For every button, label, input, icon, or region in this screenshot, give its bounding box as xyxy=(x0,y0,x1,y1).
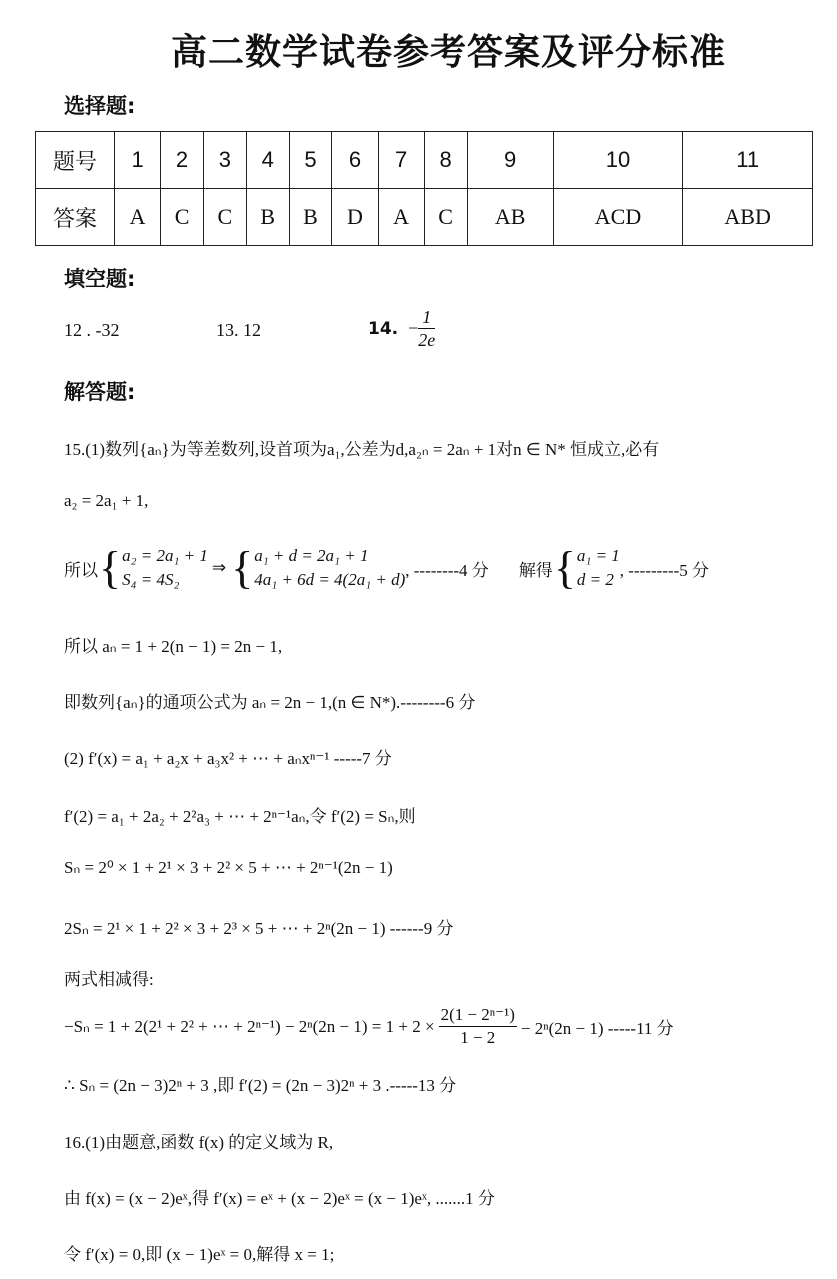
system-equation: d = 2 xyxy=(576,570,614,589)
fill-answer-12: 12 . -32 xyxy=(64,320,120,340)
score-marker: , --------4 分 xyxy=(405,560,489,580)
solution-line: ∴ Sₙ = (2n − 3)2ⁿ + 3 ,即 f′(2) = (2n − 3)2ⁿ + 3 .-----13 分 xyxy=(64,1076,457,1095)
answer-cell: D xyxy=(332,189,378,246)
answer-cell: ACD xyxy=(553,189,683,246)
question-number: 2 xyxy=(161,132,204,189)
left-brace-icon: { xyxy=(231,542,254,593)
solution-line: Sₙ = 2⁰ × 1 + 2¹ × 3 + 2² × 5 + ⋯ + 2ⁿ⁻¹(2n − 1) xyxy=(64,858,393,877)
table-row-numbers xyxy=(36,132,813,189)
answer-cell: A xyxy=(378,189,424,246)
question-number: 7 xyxy=(378,132,424,189)
solution-solve-word: 解得 xyxy=(518,560,553,580)
left-brace-icon: { xyxy=(553,542,576,593)
answer-cell: B xyxy=(246,189,289,246)
equation-left: −Sₙ = 1 + 2(2¹ + 2² + ⋯ + 2ⁿ⁻¹) − 2ⁿ(2n − 1) = 1 + 2 × xyxy=(64,1016,435,1036)
fill-answer-14 xyxy=(368,306,435,351)
answer-cell: AB xyxy=(467,189,553,246)
row-head-number: 题号 xyxy=(36,132,115,189)
solution-system-line xyxy=(64,544,709,592)
solution-prefix: 所以 xyxy=(64,560,98,580)
fill-14-fraction xyxy=(418,306,435,351)
equation-fraction xyxy=(439,1004,517,1049)
solution-line: 令 f′(x) = 0,即 (x − 1)eˣ = 0,解得 x = 1; xyxy=(64,1245,335,1264)
question-number: 10 xyxy=(553,132,683,189)
question-number: 5 xyxy=(289,132,332,189)
question-number: 9 xyxy=(467,132,553,189)
system-equation: a₁ = 1 xyxy=(576,546,620,565)
system-equation: S₄ = 4S₂ xyxy=(122,570,180,589)
section-choice-heading: 选择题: xyxy=(64,94,136,118)
equation-system-2 xyxy=(230,544,405,592)
system-equation: 4a₁ + 6d = 4(2a₁ + d) xyxy=(254,570,406,589)
section-solve-heading: 解答题: xyxy=(64,380,136,404)
section-fill-heading: 填空题: xyxy=(64,267,136,291)
fraction-numerator: 1 xyxy=(418,306,435,329)
solution-line: 由 f(x) = (x − 2)eˣ,得 f′(x) = eˣ + (x − 2)eˣ = (x − 1)eˣ, .......1 分 xyxy=(64,1189,495,1208)
equation-system-1 xyxy=(98,544,208,592)
left-brace-icon: { xyxy=(99,542,122,593)
fill-answer-13: 13. 12 xyxy=(216,320,261,340)
implies-arrow-icon: ⇒ xyxy=(211,558,227,577)
row-head-answer: 答案 xyxy=(36,189,115,246)
table-row-answers xyxy=(36,189,813,246)
solution-line: 15.(1)数列{aₙ}为等差数列,设首项为a₁,公差为d,a₂ₙ = 2aₙ + 1对n ∈ N* 恒成立,必有 xyxy=(64,440,660,459)
question-number: 4 xyxy=(246,132,289,189)
equation-right: − 2ⁿ(2n − 1) -----11 分 xyxy=(520,1019,674,1038)
equation-system-3 xyxy=(553,544,620,592)
solution-line: 所以 aₙ = 1 + 2(n − 1) = 2n − 1, xyxy=(64,637,283,656)
system-equation: a₁ + d = 2a₁ + 1 xyxy=(254,546,369,565)
answer-cell: A xyxy=(115,189,161,246)
question-number: 11 xyxy=(683,132,813,189)
answer-cell: B xyxy=(289,189,332,246)
question-number: 1 xyxy=(115,132,161,189)
solution-line: 16.(1)由题意,函数 f(x) 的定义域为 R, xyxy=(64,1133,334,1152)
fraction-numerator: 2(1 − 2ⁿ⁻¹) xyxy=(439,1004,517,1027)
fill-14-label: 14. xyxy=(368,318,399,339)
solution-line: 两式相减得: xyxy=(64,970,154,989)
system-equation: a₂ = 2a₁ + 1 xyxy=(122,546,208,565)
solution-subtraction-line xyxy=(64,1004,674,1049)
answer-cell: C xyxy=(161,189,204,246)
answer-cell: C xyxy=(203,189,246,246)
solution-line: 2Sₙ = 2¹ × 1 + 2² × 3 + 2³ × 5 + ⋯ + 2ⁿ(2n − 1) ------9 分 xyxy=(64,919,454,938)
solution-line: 即数列{aₙ}的通项公式为 aₙ = 2n − 1,(n ∈ N*).--------6 分 xyxy=(64,693,476,712)
question-number: 6 xyxy=(332,132,378,189)
answer-table xyxy=(35,131,813,246)
fraction-denominator: 1 − 2 xyxy=(460,1028,496,1047)
solution-line: a₂ = 2a₁ + 1, xyxy=(64,491,149,510)
score-marker: , ---------5 分 xyxy=(619,560,709,580)
fraction-denominator: 2e xyxy=(418,330,436,350)
fill-14-sign: − xyxy=(408,318,419,338)
page-title: 高二数学试卷参考答案及评分标准 xyxy=(170,32,726,73)
answer-cell: C xyxy=(424,189,467,246)
question-number: 8 xyxy=(424,132,467,189)
solution-line: f′(2) = a₁ + 2a₂ + 2²a₃ + ⋯ + 2ⁿ⁻¹aₙ,令 f′(2) = Sₙ,则 xyxy=(64,807,416,826)
answer-cell: ABD xyxy=(683,189,813,246)
question-number: 3 xyxy=(203,132,246,189)
solution-line: (2) f′(x) = a₁ + a₂x + a₃x² + ⋯ + aₙxⁿ⁻¹ -----7 分 xyxy=(64,749,392,768)
